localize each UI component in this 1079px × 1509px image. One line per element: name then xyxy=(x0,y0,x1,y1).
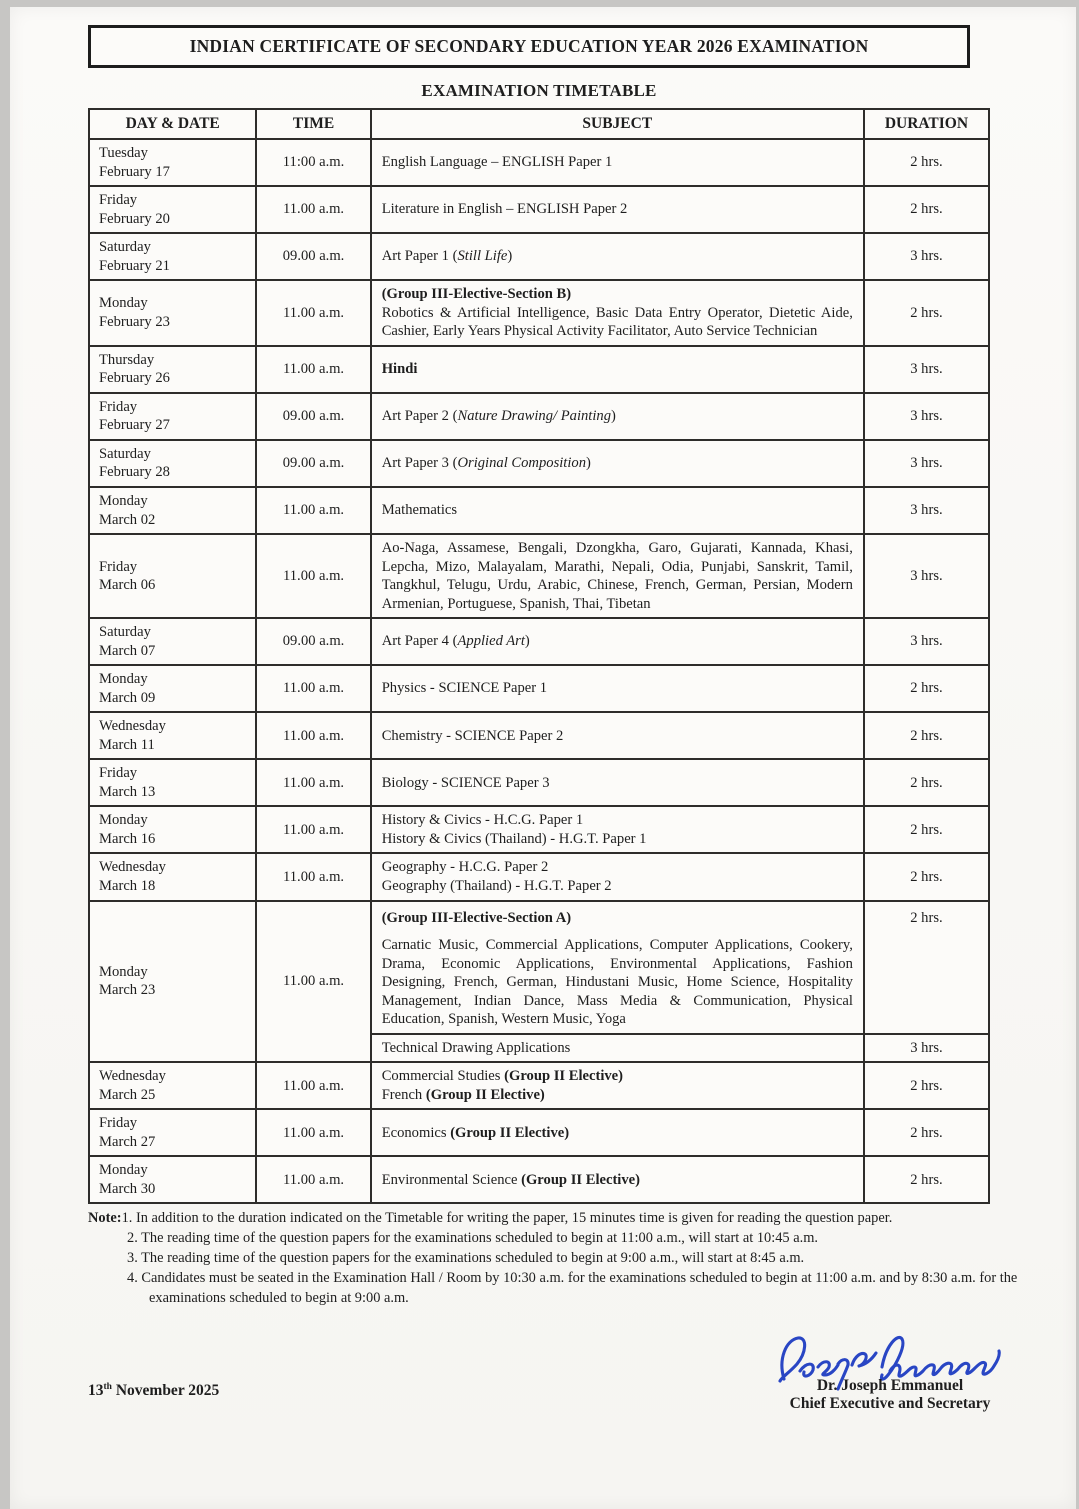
issue-date-rest: November 2025 xyxy=(111,1382,220,1400)
subject-cell: Geography - H.C.G. Paper 2 Geography (Thailand) - H.G.T. Paper 2 xyxy=(371,853,864,900)
day-date-cell: Thursday February 26 xyxy=(89,346,256,393)
signatory-name: Dr. Joseph Emmanuel xyxy=(816,1377,964,1394)
header-subject: SUBJECT xyxy=(371,109,864,139)
duration-cell: 2 hrs. xyxy=(864,1109,989,1156)
day-date-cell: Wednesday March 25 xyxy=(89,1062,256,1109)
time-cell: 11.00 a.m. xyxy=(256,806,370,853)
time-cell: 11.00 a.m. xyxy=(256,901,370,1063)
time-cell: 11.00 a.m. xyxy=(256,534,370,618)
duration-cell: 2 hrs. xyxy=(864,665,989,712)
time-cell: 11.00 a.m. xyxy=(256,853,370,900)
duration-cell: 3 hrs. xyxy=(864,393,989,440)
table-row xyxy=(89,1109,989,1156)
time-cell: 11.00 a.m. xyxy=(256,1109,370,1156)
time-cell: 11.00 a.m. xyxy=(256,186,370,233)
examination-timetable xyxy=(88,108,990,1204)
duration-cell: 2 hrs. xyxy=(864,759,989,806)
table-row xyxy=(89,346,989,393)
table-row xyxy=(89,534,989,618)
note-label: Note: xyxy=(88,1210,122,1227)
duration-cell: 2 hrs. xyxy=(864,139,989,186)
subject-cell: Art Paper 2 (Nature Drawing/ Painting) xyxy=(371,393,864,440)
day-date-cell: Wednesday March 11 xyxy=(89,712,256,759)
table-row xyxy=(89,1156,989,1203)
issue-date xyxy=(88,1382,219,1400)
table-row xyxy=(89,712,989,759)
duration-cell: 2 hrs. xyxy=(864,712,989,759)
table-row xyxy=(89,618,989,665)
duration-cell: 2 hrs. xyxy=(864,186,989,233)
time-cell: 09.00 a.m. xyxy=(256,393,370,440)
table-row xyxy=(89,280,989,346)
table-row xyxy=(89,665,989,712)
day-date-cell: Monday March 23 xyxy=(89,901,256,1063)
subject-cell: Physics - SCIENCE Paper 1 xyxy=(371,665,864,712)
notes-list xyxy=(127,1229,1066,1309)
table-row xyxy=(89,806,989,853)
day-date-cell: Friday February 27 xyxy=(89,393,256,440)
table-row xyxy=(89,186,989,233)
issue-date-day: 13 xyxy=(88,1382,104,1400)
note-item xyxy=(88,1209,1066,1229)
time-cell: 09.00 a.m. xyxy=(256,233,370,280)
duration-cell: 2 hrs. xyxy=(864,280,989,346)
subject-cell: English Language – ENGLISH Paper 1 xyxy=(371,139,864,186)
duration-cell: 3 hrs. xyxy=(864,346,989,393)
time-cell: 11.00 a.m. xyxy=(256,712,370,759)
page-content xyxy=(10,7,1076,1309)
table-row xyxy=(89,139,989,186)
subject-cell: Chemistry - SCIENCE Paper 2 xyxy=(371,712,864,759)
duration-cell: 3 hrs. xyxy=(864,487,989,534)
time-cell: 11.00 a.m. xyxy=(256,759,370,806)
table-row xyxy=(89,853,989,900)
table-row xyxy=(89,901,989,1034)
day-date-cell: Saturday February 21 xyxy=(89,233,256,280)
notes-section xyxy=(88,1209,1066,1308)
subject-cell: Technical Drawing Applications xyxy=(371,1034,864,1063)
document-title-box xyxy=(88,25,970,68)
duration-cell: 2 hrs. xyxy=(864,853,989,900)
day-date-cell: Monday March 16 xyxy=(89,806,256,853)
table-row xyxy=(89,440,989,487)
time-cell: 11.00 a.m. xyxy=(256,280,370,346)
subject-cell: Mathematics xyxy=(371,487,864,534)
subject-cell: (Group III-Elective-Section A) Carnatic Music, Commercial Applications, Computer Applications, Cookery, Drama, Economic Applications, Environmental Applications, Fashion Designing, French, German, Hindustani Music, Home Science, Hospitality Management, Indian Dance, Mass Media & Communication, Physical Education, Spanish, Western Music, Yoga xyxy=(371,901,864,1034)
subject-cell: (Group III-Elective-Section B) Robotics & Artificial Intelligence, Basic Data Entry Operator, Dietetic Aide, Cashier, Early Years Physical Activity Facilitator, Auto Service Technician xyxy=(371,280,864,346)
scanned-page xyxy=(10,7,1076,1509)
note-text: 3. The reading time of the question papers for the examinations scheduled to begin at 9:00 a.m., will start at 8:45 a.m. xyxy=(127,1250,805,1267)
issue-date-ordinal: th xyxy=(103,1382,112,1392)
header-duration: DURATION xyxy=(864,109,989,139)
header-row xyxy=(89,109,989,139)
day-date-cell: Saturday February 28 xyxy=(89,440,256,487)
subject-cell: Art Paper 1 (Still Life) xyxy=(371,233,864,280)
document-title: INDIAN CERTIFICATE OF SECONDARY EDUCATION YEAR 2026 EXAMINATION xyxy=(189,36,869,56)
day-date-cell: Friday March 27 xyxy=(89,1109,256,1156)
duration-cell: 3 hrs. xyxy=(864,534,989,618)
time-cell: 11:00 a.m. xyxy=(256,139,370,186)
timetable-body xyxy=(89,139,989,1203)
time-cell: 09.00 a.m. xyxy=(256,440,370,487)
subject-cell: History & Civics - H.C.G. Paper 1 History & Civics (Thailand) - H.G.T. Paper 1 xyxy=(371,806,864,853)
time-cell: 11.00 a.m. xyxy=(256,1062,370,1109)
duration-cell: 2 hrs. xyxy=(864,806,989,853)
time-cell: 09.00 a.m. xyxy=(256,618,370,665)
table-row xyxy=(89,759,989,806)
day-date-cell: Saturday March 07 xyxy=(89,618,256,665)
day-date-cell: Monday March 09 xyxy=(89,665,256,712)
table-row xyxy=(89,487,989,534)
note-text: 4. Candidates must be seated in the Examination Hall / Room by 10:30 a.m. for the examinations scheduled to begin at 11:00 a.m. and by 8:30 a.m. for the examinations scheduled to begin at 9:00 a.m. xyxy=(127,1270,1018,1306)
signature-block xyxy=(766,1329,1014,1413)
note-text: 2. The reading time of the question papers for the examinations scheduled to begin at 11:00 a.m., will start at 10:45 a.m. xyxy=(127,1230,818,1247)
subject-cell: Economics (Group II Elective) xyxy=(371,1109,864,1156)
duration-cell: 2 hrs. xyxy=(864,1062,989,1109)
table-row xyxy=(89,393,989,440)
subject-cell: Environmental Science (Group II Elective) xyxy=(371,1156,864,1203)
subject-cell: Hindi xyxy=(371,346,864,393)
time-cell: 11.00 a.m. xyxy=(256,665,370,712)
header-time: TIME xyxy=(256,109,370,139)
day-date-cell: Monday March 30 xyxy=(89,1156,256,1203)
subject-cell: Art Paper 3 (Original Composition) xyxy=(371,440,864,487)
subject-cell: Biology - SCIENCE Paper 3 xyxy=(371,759,864,806)
header-day-date: DAY & DATE xyxy=(89,109,256,139)
time-cell: 11.00 a.m. xyxy=(256,487,370,534)
duration-cell: 2 hrs. xyxy=(864,1156,989,1203)
day-date-cell: Wednesday March 18 xyxy=(89,853,256,900)
duration-cell: 2 hrs. xyxy=(864,901,989,1034)
day-date-cell: Friday February 20 xyxy=(89,186,256,233)
subject-cell: Commercial Studies (Group II Elective) French (Group II Elective) xyxy=(371,1062,864,1109)
duration-cell: 3 hrs. xyxy=(864,618,989,665)
table-row xyxy=(89,1062,989,1109)
subject-cell: Ao-Naga, Assamese, Bengali, Dzongkha, Garo, Gujarati, Kannada, Khasi, Lepcha, Mizo, Malayalam, Marathi, Nepali, Odia, Punjabi, Sanskrit, Tamil, Tangkhul, Telugu, Urdu, Arabic, Chinese, French, German, Persian, Modern Armenian, Portuguese, Spanish, Thai, Tibetan xyxy=(371,534,864,618)
note-text: 1. In addition to the duration indicated on the Timetable for writing the paper, 15 minutes time is given for reading the question paper. xyxy=(121,1210,893,1227)
day-date-cell: Tuesday February 17 xyxy=(89,139,256,186)
duration-cell: 3 hrs. xyxy=(864,440,989,487)
day-date-cell: Monday February 23 xyxy=(89,280,256,346)
day-date-cell: Monday March 02 xyxy=(89,487,256,534)
duration-cell: 3 hrs. xyxy=(864,233,989,280)
table-row xyxy=(89,233,989,280)
signatory-title: Chief Executive and Secretary xyxy=(789,1395,991,1412)
document-subtitle: EXAMINATION TIMETABLE xyxy=(421,81,657,100)
subject-cell: Literature in English – ENGLISH Paper 2 xyxy=(371,186,864,233)
duration-cell: 3 hrs. xyxy=(864,1034,989,1063)
time-cell: 11.00 a.m. xyxy=(256,1156,370,1203)
timetable-header xyxy=(89,109,989,139)
time-cell: 11.00 a.m. xyxy=(256,346,370,393)
subject-cell: Art Paper 4 (Applied Art) xyxy=(371,618,864,665)
day-date-cell: Friday March 06 xyxy=(89,534,256,618)
day-date-cell: Friday March 13 xyxy=(89,759,256,806)
